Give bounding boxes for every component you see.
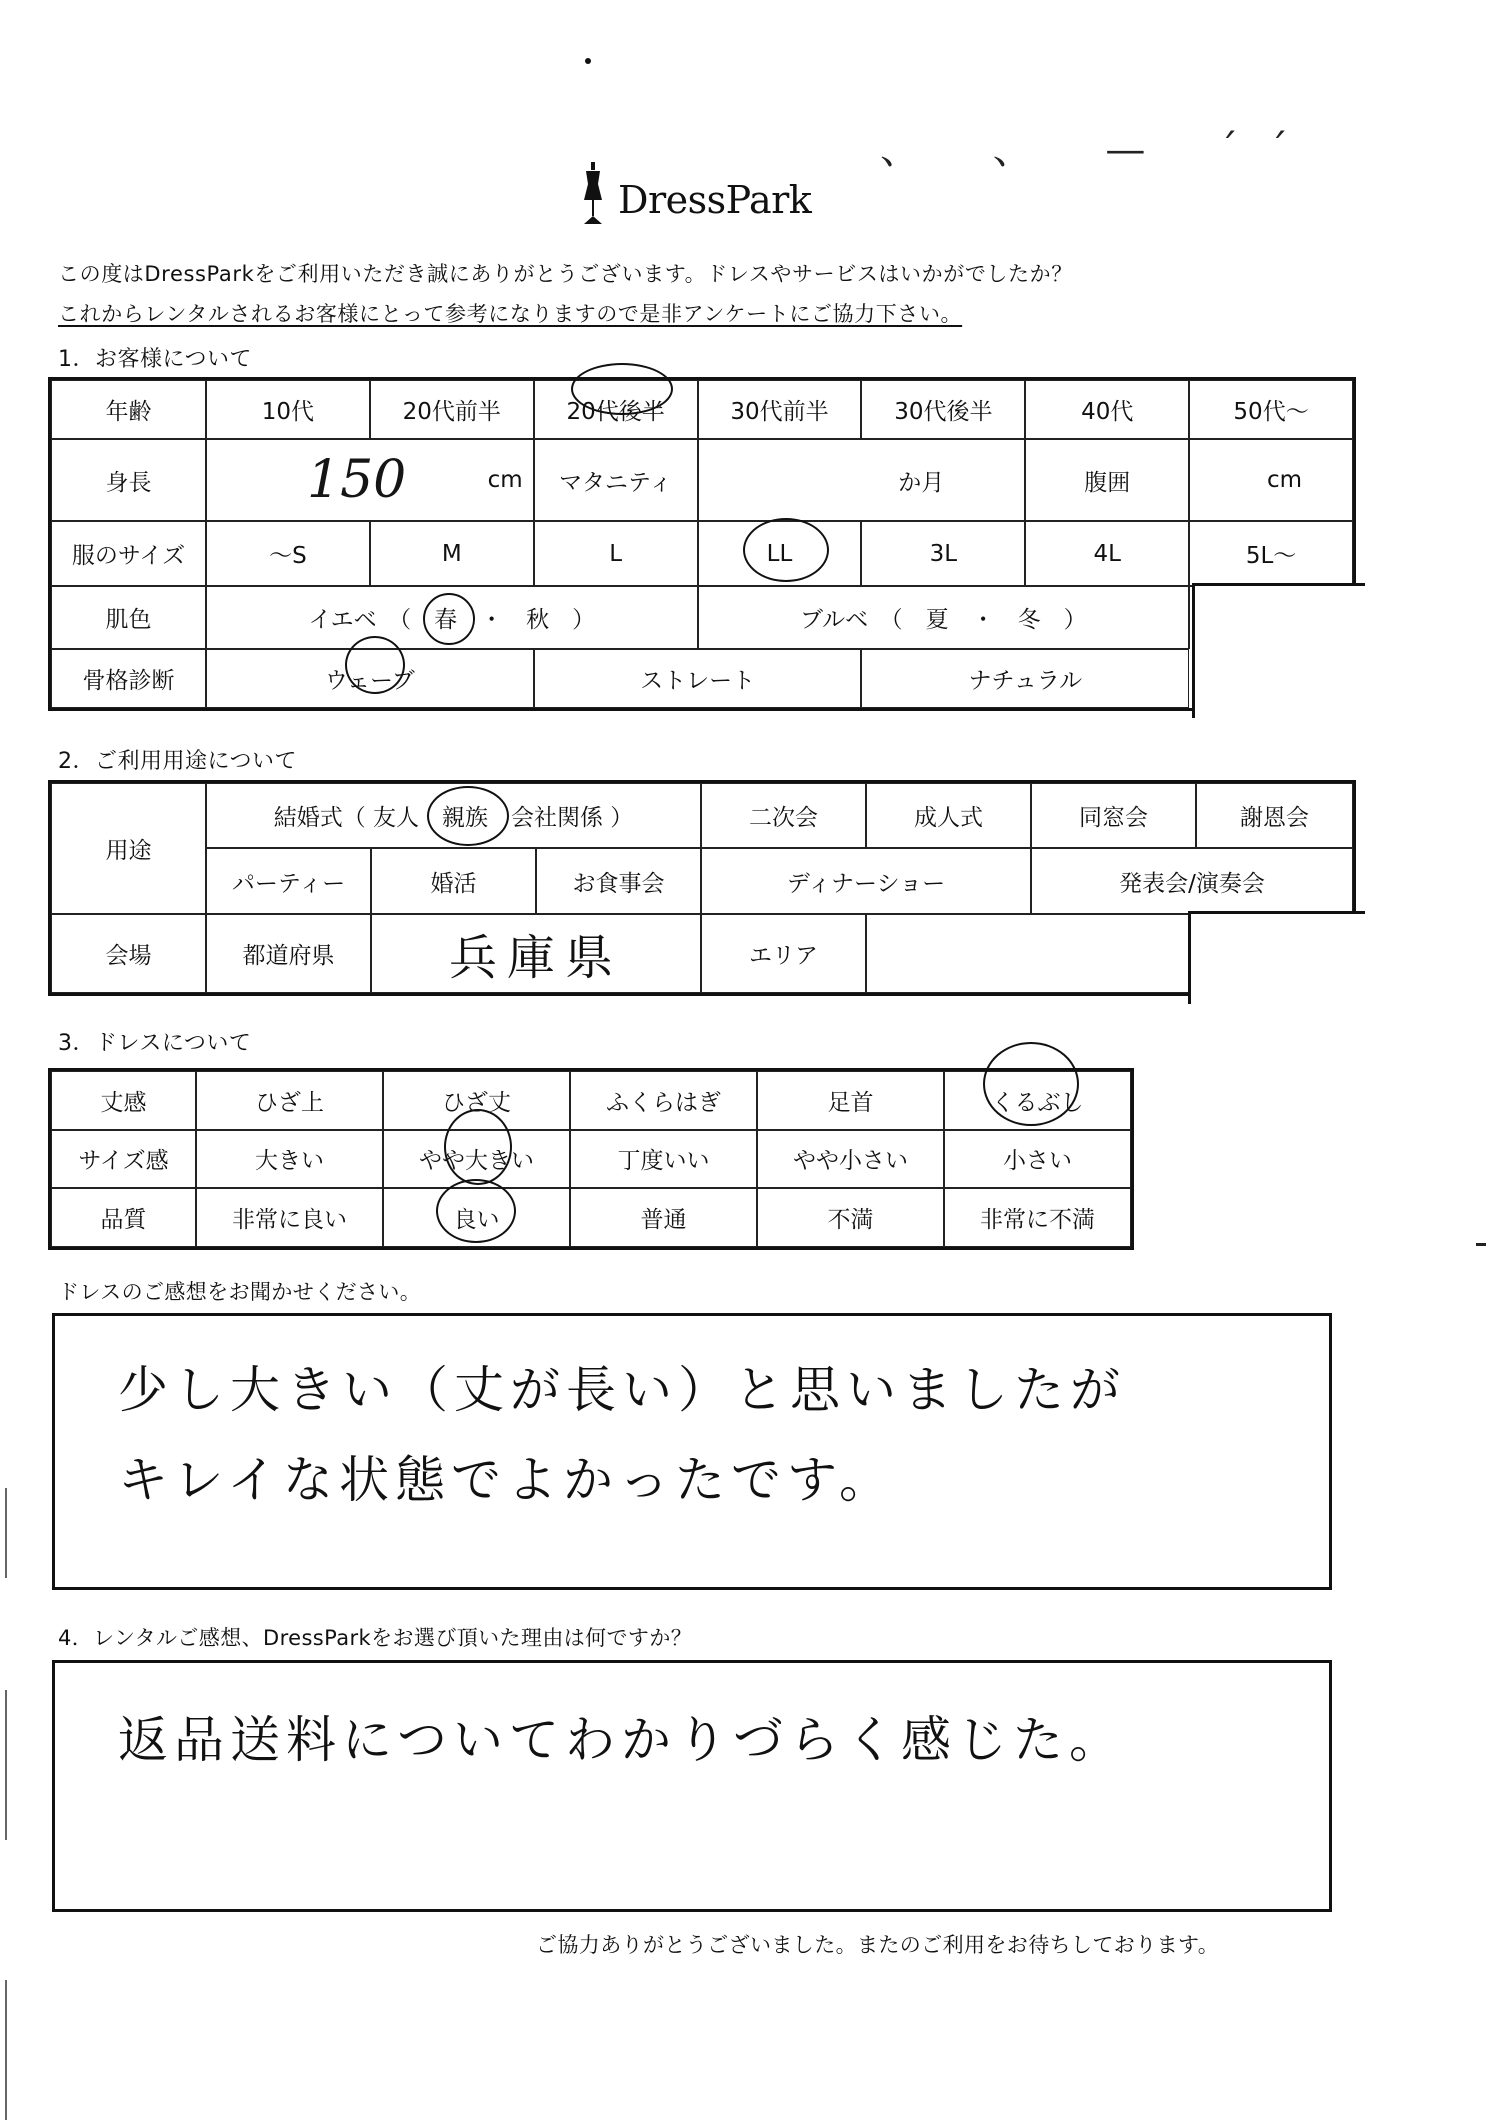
fit-option: 小さい bbox=[944, 1130, 1131, 1189]
size-option: M bbox=[370, 521, 534, 586]
fit-option: 大きい bbox=[196, 1130, 383, 1189]
size-option: 5L～ bbox=[1189, 521, 1353, 586]
usage-table bbox=[48, 780, 1356, 996]
rental-question: 4．レンタルご感想、DressParkをお選び頂いた理由は何ですか？ bbox=[58, 1626, 693, 1650]
size-option: ～S bbox=[206, 521, 370, 586]
quality-option: 非常に良い bbox=[196, 1188, 383, 1247]
dress-comment-line2: キレイな状態でよかったです。 bbox=[118, 1451, 895, 1509]
skin-label: 肌色 bbox=[51, 586, 206, 649]
quality-option: 普通 bbox=[570, 1188, 757, 1247]
fit-option: 丁度いい bbox=[570, 1130, 757, 1189]
scan-mark bbox=[1476, 1243, 1486, 1246]
age-option: 20代前半 bbox=[370, 380, 534, 439]
age-option-selected: 20代後半 bbox=[534, 380, 698, 439]
age-option: 30代後半 bbox=[861, 380, 1025, 439]
section2-title: 2．ご利用用途について bbox=[58, 749, 298, 774]
height-label: 身長 bbox=[51, 439, 206, 521]
skin-yellow: イエベ （ 春 ・ 秋 ） bbox=[206, 586, 698, 649]
size-option: L bbox=[534, 521, 698, 586]
scan-mark bbox=[5, 1980, 7, 2120]
use-option: パーティー bbox=[206, 848, 371, 914]
length-option: 足首 bbox=[757, 1071, 944, 1130]
use-option: ディナーショー bbox=[701, 848, 1031, 914]
use-option: 成人式 bbox=[866, 783, 1031, 848]
rental-comment-box bbox=[52, 1660, 1332, 1912]
section1-title: 1．お客様について bbox=[58, 347, 253, 372]
age-option: 30代前半 bbox=[698, 380, 862, 439]
brand-logo bbox=[578, 162, 838, 232]
quality-option: 不満 bbox=[757, 1188, 944, 1247]
frame-option: ナチュラル bbox=[861, 649, 1189, 708]
intro-request: これからレンタルされるお客様にとって参考になりますので是非アンケートにご協力下さい。 bbox=[58, 302, 963, 326]
area-label: エリア bbox=[701, 914, 866, 993]
fit-option: やや小さい bbox=[757, 1130, 944, 1189]
use-option: 謝恩会 bbox=[1196, 783, 1353, 848]
length-option: ふくらはぎ bbox=[570, 1071, 757, 1130]
area-value bbox=[866, 914, 1196, 993]
customer-table bbox=[48, 377, 1356, 711]
fit-option-selected: やや大きい bbox=[383, 1130, 570, 1189]
height-unit: cm bbox=[487, 467, 523, 493]
venue-label: 会場 bbox=[51, 914, 206, 993]
pref-label: 都道府県 bbox=[206, 914, 371, 993]
size-option: 3L bbox=[861, 521, 1025, 586]
pref-value bbox=[371, 914, 701, 993]
maternity-label: マタニティ bbox=[534, 439, 698, 521]
length-option: ひざ上 bbox=[196, 1071, 383, 1130]
length-option-selected: くるぶし bbox=[944, 1071, 1131, 1130]
ink-speck bbox=[585, 58, 591, 64]
table-edge-mask bbox=[1192, 583, 1365, 718]
size-option: 4L bbox=[1025, 521, 1189, 586]
dress-table bbox=[48, 1068, 1134, 1250]
use-option: 発表会/演奏会 bbox=[1031, 848, 1353, 914]
frame-option: ストレート bbox=[534, 649, 862, 708]
height-value: 150 bbox=[307, 450, 407, 510]
scan-mark bbox=[5, 1488, 7, 1578]
intro-text: この度はDressParkをご利用いただき誠にありがとうございます。ドレスやサービスはいかがでしたか？ bbox=[58, 262, 1073, 286]
maternity-value: か月 bbox=[698, 439, 1026, 521]
skin-blue: ブルベ （ 夏 ・ 冬 ） bbox=[698, 586, 1190, 649]
use-option: 婚活 bbox=[371, 848, 536, 914]
frame-option-selected: ウェーブ bbox=[206, 649, 534, 708]
age-label: 年齢 bbox=[51, 380, 206, 439]
length-option: ひざ丈 bbox=[383, 1071, 570, 1130]
quality-option: 非常に不満 bbox=[944, 1188, 1131, 1247]
use-option: 二次会 bbox=[701, 783, 866, 848]
waist-label: 腹囲 bbox=[1025, 439, 1189, 521]
scan-mark bbox=[5, 1690, 7, 1840]
use-option: 同窓会 bbox=[1031, 783, 1196, 848]
use-option: お食事会 bbox=[536, 848, 701, 914]
dress-comment-question: ドレスのご感想をお聞かせください。 bbox=[58, 1280, 422, 1304]
fit-label: サイズ感 bbox=[51, 1130, 196, 1189]
length-label: 丈感 bbox=[51, 1071, 196, 1130]
quality-option-selected: 良い bbox=[383, 1188, 570, 1247]
brand-name: DressPark bbox=[618, 178, 812, 222]
age-option: 40代 bbox=[1025, 380, 1189, 439]
pref-handwritten: 兵庫県 bbox=[448, 930, 623, 986]
dress-form-icon bbox=[578, 162, 608, 232]
quality-label: 品質 bbox=[51, 1188, 196, 1247]
age-option: 10代 bbox=[206, 380, 370, 439]
size-option-selected: LL bbox=[698, 521, 862, 586]
use-label: 用途 bbox=[51, 783, 206, 914]
age-option: 50代～ bbox=[1189, 380, 1353, 439]
waist-value: cm bbox=[1189, 439, 1353, 521]
frame-label: 骨格診断 bbox=[51, 649, 206, 708]
rental-comment: 返品送料についてわかりづらく感じた。 bbox=[118, 1711, 1125, 1769]
thanks-text: ご協力ありがとうございました。またのご利用をお待ちしております。 bbox=[536, 1933, 1220, 1957]
use-wedding: 結婚式（ 友人 親族 会社関係 ） bbox=[206, 783, 701, 848]
height-value-cell bbox=[206, 439, 534, 521]
size-label: 服のサイズ bbox=[51, 521, 206, 586]
header-scribble: 、 、 — ´´ bbox=[880, 127, 1319, 173]
table-edge-mask bbox=[1188, 911, 1365, 1004]
dress-comment-line1: 少し大きい（丈が長い）と思いましたが bbox=[118, 1361, 1126, 1419]
section3-title: 3．ドレスについて bbox=[58, 1031, 252, 1056]
